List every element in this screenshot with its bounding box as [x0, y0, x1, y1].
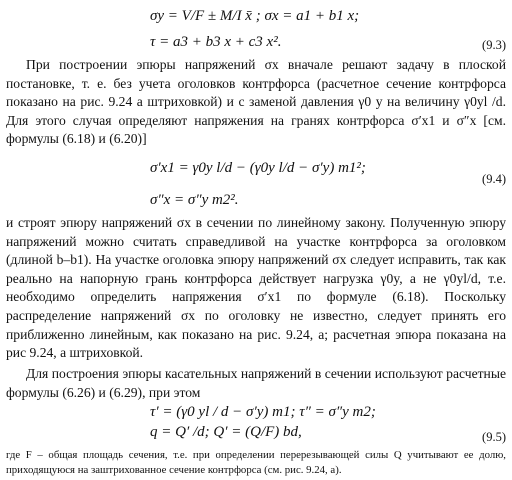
- equation-9-3-line-2: τ = a3 + b3 x + c3 x².: [150, 34, 282, 50]
- equation-9-3-line-1: σy = V/F ± M/I x̄ ; σx = a1 + b1 x;: [150, 8, 360, 24]
- equation-9-4-line-1: σ′x1 = γ0y l/d − (γ0y l/d − σ′y) m1²;: [150, 160, 366, 176]
- equation-number-9-4: (9.4): [482, 172, 506, 186]
- equation-number-9-3: (9.3): [482, 38, 506, 52]
- paragraph-shear-stress: Для построения эпюры касательных напряжений в сечении используют расчетные формулы (6.26) и (6.29), при этом: [6, 366, 506, 400]
- paragraph-footnote-definition: где F – общая площадь сечения, т.е. при определении перерезывающей силы Q учитывают ее долю, приходящуюся на заштрихованное сечение контрфорса (см. рис. 9.24, а).: [6, 449, 506, 476]
- paragraph-plane-problem: При построении эпюры напряжений σx вначале решают задачу в плоской постановке, т. е. без учета оголовков контрфорса (расчетное сечение контрфорса показано на рис. 9.24 а штриховкой) и с заменой давления γ0 y на величину γ0yl /d. Для этого случая определяют напряжения на гранях контрфорса σ′x1 и σ″x [см. формулы (6.18) и (6.20)]: [6, 57, 506, 147]
- equation-9-5-line-1: τ′ = (γ0 yl / d − σ′y) m1; τ″ = σ″y m2;: [150, 404, 376, 420]
- equation-9-5-line-2: q = Q′ /d; Q′ = (Q/F) bd,: [150, 424, 302, 440]
- paragraph-stress-diagram: и строят эпюру напряжений σx в сечении по линейному закону. Полученную эпюру напряжений можно считать справедливой на участке контрфорса за оголовком (длиной b–b1). На участке оголовка эпюру напряжений σx следует исправить, так как реально на напорную грань контрфорса действует нагрузка γ0y, а не γ0yl/d, т.е. необходимо определить напряжения σ′x1 по формуле (6.18). Поскольку распределение напряжений σx по оголовку не известно, следует принять его приближенно линейным, как показано на рис. 9.24, а; расчетная эпюра показана на рис 9.24, а штриховкой.: [6, 215, 506, 361]
- equation-9-4-line-2: σ″x = σ″y m2².: [150, 192, 239, 208]
- equation-number-9-5: (9.5): [482, 430, 506, 444]
